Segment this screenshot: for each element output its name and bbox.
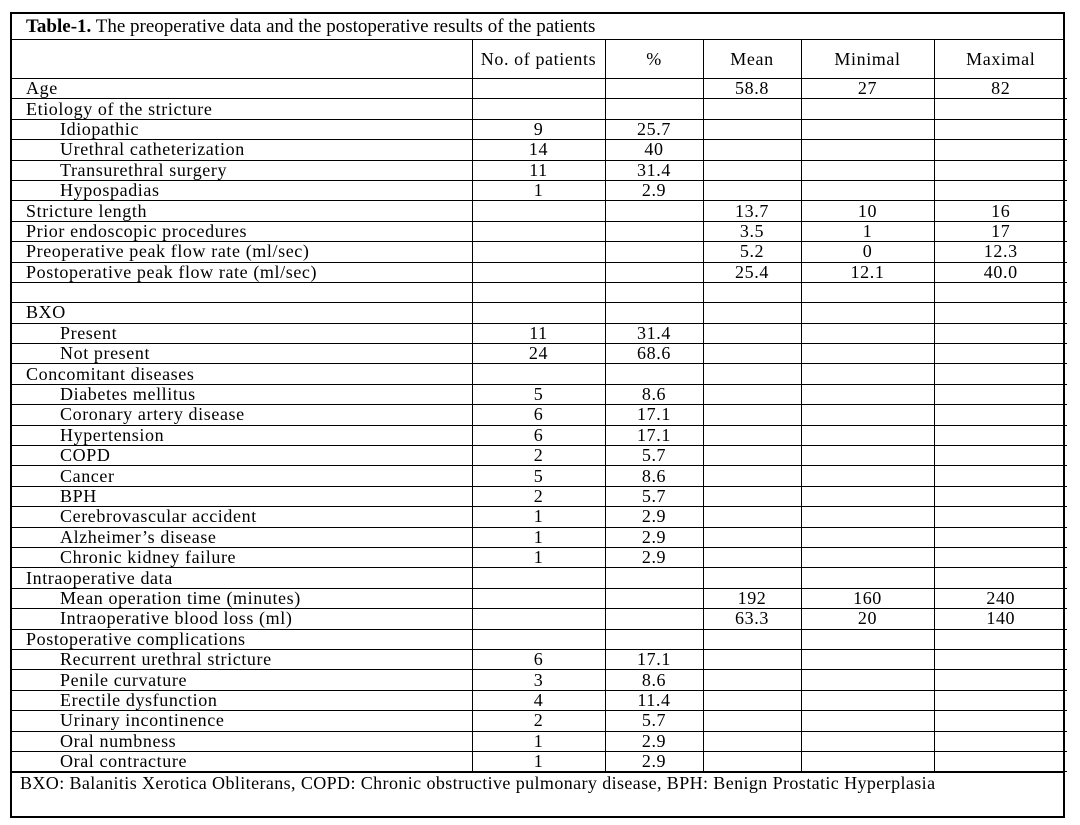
row-label: Preoperative peak flow rate (ml/sec) <box>12 242 472 262</box>
mean-cell <box>703 751 801 771</box>
maximal-cell: 12.3 <box>934 242 1067 262</box>
percent-cell: 2.9 <box>605 527 703 547</box>
patients-cell: 4 <box>472 690 605 710</box>
mean-cell <box>703 527 801 547</box>
mean-cell <box>703 344 801 364</box>
table-row <box>12 446 1067 466</box>
maximal-cell <box>934 629 1067 649</box>
minimal-cell <box>801 649 934 669</box>
patients-cell: 1 <box>472 547 605 567</box>
row-label: Not present <box>12 344 472 364</box>
header-minimal: Minimal <box>801 40 934 79</box>
percent-cell <box>605 262 703 282</box>
maximal-cell <box>934 140 1067 160</box>
minimal-cell <box>801 405 934 425</box>
minimal-cell <box>801 670 934 690</box>
header-mean: Mean <box>703 40 801 79</box>
minimal-cell <box>801 323 934 343</box>
patients-cell: 24 <box>472 344 605 364</box>
minimal-cell <box>801 384 934 404</box>
table-row <box>12 405 1067 425</box>
table-row <box>12 119 1067 139</box>
table-frame <box>10 12 1065 818</box>
mean-cell <box>703 364 801 384</box>
table-row <box>12 221 1067 241</box>
minimal-cell <box>801 140 934 160</box>
maximal-cell <box>934 486 1067 506</box>
percent-cell: 2.9 <box>605 731 703 751</box>
table-row <box>12 507 1067 527</box>
row-label: Penile curvature <box>12 670 472 690</box>
minimal-cell: 12.1 <box>801 262 934 282</box>
percent-cell: 8.6 <box>605 466 703 486</box>
row-label: Stricture length <box>12 201 472 221</box>
percent-cell: 68.6 <box>605 344 703 364</box>
maximal-cell <box>934 507 1067 527</box>
percent-cell <box>605 568 703 588</box>
mean-cell <box>703 384 801 404</box>
percent-cell <box>605 79 703 99</box>
row-label: Erectile dysfunction <box>12 690 472 710</box>
maximal-cell <box>934 446 1067 466</box>
patients-cell: 2 <box>472 446 605 466</box>
percent-cell: 11.4 <box>605 690 703 710</box>
percent-cell: 5.7 <box>605 446 703 466</box>
maximal-cell <box>934 160 1067 180</box>
row-label: Oral contracture <box>12 751 472 771</box>
row-label: Recurrent urethral stricture <box>12 649 472 669</box>
maximal-cell <box>934 180 1067 200</box>
patients-cell: 11 <box>472 323 605 343</box>
maximal-cell <box>934 405 1067 425</box>
patients-cell: 1 <box>472 527 605 547</box>
minimal-cell <box>801 568 934 588</box>
maximal-cell <box>934 547 1067 567</box>
patients-cell <box>472 303 605 323</box>
table-row <box>12 751 1067 771</box>
header-percent: % <box>605 40 703 79</box>
table-row <box>12 588 1067 608</box>
patients-cell: 5 <box>472 466 605 486</box>
minimal-cell: 0 <box>801 242 934 262</box>
percent-cell <box>605 242 703 262</box>
table-row <box>12 160 1067 180</box>
table-row <box>12 629 1067 649</box>
mean-cell <box>703 119 801 139</box>
patients-cell <box>472 588 605 608</box>
table-row <box>12 425 1067 445</box>
table-number: Table-1. <box>26 16 92 37</box>
percent-cell <box>605 221 703 241</box>
patients-cell <box>472 629 605 649</box>
row-label: Urethral catheterization <box>12 140 472 160</box>
maximal-cell <box>934 649 1067 669</box>
minimal-cell: 20 <box>801 609 934 629</box>
maximal-cell <box>934 303 1067 323</box>
patients-cell <box>472 221 605 241</box>
header-patients: No. of patients <box>472 40 605 79</box>
patient-data-table <box>12 40 1067 772</box>
row-label: Hypertension <box>12 425 472 445</box>
percent-cell: 5.7 <box>605 486 703 506</box>
table-row <box>12 303 1067 323</box>
patients-cell: 14 <box>472 140 605 160</box>
mean-cell <box>703 160 801 180</box>
maximal-cell <box>934 466 1067 486</box>
minimal-cell <box>801 180 934 200</box>
row-label: Hypospadias <box>12 180 472 200</box>
mean-cell <box>703 547 801 567</box>
table-row <box>12 711 1067 731</box>
patients-cell: 9 <box>472 119 605 139</box>
percent-cell: 8.6 <box>605 384 703 404</box>
table-row <box>12 486 1067 506</box>
mean-cell <box>703 486 801 506</box>
mean-cell: 63.3 <box>703 609 801 629</box>
row-label: Diabetes mellitus <box>12 384 472 404</box>
maximal-cell <box>934 751 1067 771</box>
table-row <box>12 140 1067 160</box>
percent-cell: 5.7 <box>605 711 703 731</box>
percent-cell: 2.9 <box>605 507 703 527</box>
mean-cell <box>703 99 801 119</box>
header-row <box>12 40 1067 79</box>
mean-cell <box>703 180 801 200</box>
percent-cell: 2.9 <box>605 180 703 200</box>
row-label: Oral numbness <box>12 731 472 751</box>
mean-cell: 25.4 <box>703 262 801 282</box>
maximal-cell: 16 <box>934 201 1067 221</box>
row-label: Concomitant diseases <box>12 364 472 384</box>
table-row <box>12 466 1067 486</box>
percent-cell <box>605 364 703 384</box>
maximal-cell <box>934 568 1067 588</box>
table-row <box>12 527 1067 547</box>
row-label: Chronic kidney failure <box>12 547 472 567</box>
maximal-cell <box>934 527 1067 547</box>
minimal-cell <box>801 711 934 731</box>
header-maximal: Maximal <box>934 40 1067 79</box>
percent-cell: 17.1 <box>605 405 703 425</box>
header-label <box>12 40 472 79</box>
table-row <box>12 344 1067 364</box>
percent-cell: 31.4 <box>605 160 703 180</box>
row-label: BXO <box>12 303 472 323</box>
patients-cell <box>472 364 605 384</box>
row-label: Idiopathic <box>12 119 472 139</box>
table-row <box>12 79 1067 99</box>
mean-cell <box>703 507 801 527</box>
patients-cell: 3 <box>472 670 605 690</box>
maximal-cell <box>934 282 1067 302</box>
mean-cell <box>703 690 801 710</box>
table-row <box>12 547 1067 567</box>
mean-cell <box>703 140 801 160</box>
patients-cell: 2 <box>472 711 605 731</box>
mean-cell <box>703 568 801 588</box>
maximal-cell <box>934 670 1067 690</box>
table-body <box>12 79 1067 772</box>
minimal-cell: 27 <box>801 79 934 99</box>
row-label: Transurethral surgery <box>12 160 472 180</box>
minimal-cell: 160 <box>801 588 934 608</box>
maximal-cell <box>934 690 1067 710</box>
mean-cell <box>703 303 801 323</box>
percent-cell <box>605 201 703 221</box>
percent-cell: 17.1 <box>605 425 703 445</box>
maximal-cell <box>934 119 1067 139</box>
minimal-cell <box>801 690 934 710</box>
mean-cell: 58.8 <box>703 79 801 99</box>
mean-cell: 5.2 <box>703 242 801 262</box>
row-label: Present <box>12 323 472 343</box>
patients-cell <box>472 262 605 282</box>
table-title: The preoperative data and the postoperative results of the patients <box>95 16 596 37</box>
maximal-cell <box>934 364 1067 384</box>
patients-cell: 6 <box>472 649 605 669</box>
minimal-cell <box>801 466 934 486</box>
percent-cell: 2.9 <box>605 547 703 567</box>
patients-cell <box>472 99 605 119</box>
minimal-cell <box>801 344 934 364</box>
minimal-cell <box>801 425 934 445</box>
table-row <box>12 690 1067 710</box>
minimal-cell <box>801 282 934 302</box>
maximal-cell <box>934 711 1067 731</box>
patients-cell: 1 <box>472 180 605 200</box>
row-label: Etiology of the stricture <box>12 99 472 119</box>
percent-cell <box>605 303 703 323</box>
minimal-cell <box>801 629 934 649</box>
table-row <box>12 364 1067 384</box>
patients-cell: 1 <box>472 751 605 771</box>
percent-cell: 25.7 <box>605 119 703 139</box>
table-row <box>12 670 1067 690</box>
percent-cell: 40 <box>605 140 703 160</box>
table-row <box>12 282 1067 302</box>
mean-cell <box>703 405 801 425</box>
mean-cell <box>703 711 801 731</box>
row-label: Postoperative peak flow rate (ml/sec) <box>12 262 472 282</box>
table-row <box>12 201 1067 221</box>
patients-cell <box>472 282 605 302</box>
mean-cell: 192 <box>703 588 801 608</box>
mean-cell <box>703 446 801 466</box>
patients-cell: 6 <box>472 405 605 425</box>
patients-cell: 5 <box>472 384 605 404</box>
table-row <box>12 731 1067 751</box>
percent-cell: 31.4 <box>605 323 703 343</box>
maximal-cell <box>934 384 1067 404</box>
minimal-cell <box>801 160 934 180</box>
table-row <box>12 384 1067 404</box>
maximal-cell: 40.0 <box>934 262 1067 282</box>
patients-cell: 11 <box>472 160 605 180</box>
patients-cell <box>472 242 605 262</box>
minimal-cell <box>801 527 934 547</box>
minimal-cell <box>801 486 934 506</box>
row-label: Intraoperative data <box>12 568 472 588</box>
percent-cell: 2.9 <box>605 751 703 771</box>
row-label: Mean operation time (minutes) <box>12 588 472 608</box>
maximal-cell: 82 <box>934 79 1067 99</box>
maximal-cell: 17 <box>934 221 1067 241</box>
maximal-cell <box>934 99 1067 119</box>
percent-cell: 8.6 <box>605 670 703 690</box>
patients-cell <box>472 79 605 99</box>
percent-cell <box>605 588 703 608</box>
mean-cell <box>703 466 801 486</box>
minimal-cell <box>801 507 934 527</box>
percent-cell: 17.1 <box>605 649 703 669</box>
table-row <box>12 568 1067 588</box>
row-label: Cerebrovascular accident <box>12 507 472 527</box>
minimal-cell <box>801 547 934 567</box>
mean-cell <box>703 629 801 649</box>
row-label: Alzheimer’s disease <box>12 527 472 547</box>
table-row <box>12 609 1067 629</box>
minimal-cell <box>801 364 934 384</box>
minimal-cell <box>801 119 934 139</box>
mean-cell: 3.5 <box>703 221 801 241</box>
percent-cell <box>605 629 703 649</box>
table-row <box>12 262 1067 282</box>
minimal-cell <box>801 731 934 751</box>
minimal-cell: 1 <box>801 221 934 241</box>
mean-cell: 13.7 <box>703 201 801 221</box>
table-row <box>12 242 1067 262</box>
mean-cell <box>703 323 801 343</box>
row-label: Coronary artery disease <box>12 405 472 425</box>
table-row <box>12 649 1067 669</box>
minimal-cell <box>801 99 934 119</box>
row-label: Postoperative complications <box>12 629 472 649</box>
maximal-cell: 140 <box>934 609 1067 629</box>
mean-cell <box>703 670 801 690</box>
patients-cell: 2 <box>472 486 605 506</box>
patients-cell: 1 <box>472 507 605 527</box>
row-label: COPD <box>12 446 472 466</box>
mean-cell <box>703 425 801 445</box>
table-footnote: BXO: Balanitis Xerotica Obliterans, COPD: Chronic obstructive pulmonary disease, BPH: Benign Prostatic Hyperplasia <box>12 772 1063 817</box>
mean-cell <box>703 282 801 302</box>
maximal-cell <box>934 731 1067 751</box>
row-label: BPH <box>12 486 472 506</box>
percent-cell <box>605 99 703 119</box>
maximal-cell <box>934 323 1067 343</box>
patients-cell <box>472 201 605 221</box>
table-caption <box>12 14 1063 40</box>
row-label: Age <box>12 79 472 99</box>
minimal-cell: 10 <box>801 201 934 221</box>
table-row <box>12 180 1067 200</box>
mean-cell <box>703 649 801 669</box>
maximal-cell: 240 <box>934 588 1067 608</box>
row-label <box>12 282 472 302</box>
row-label: Urinary incontinence <box>12 711 472 731</box>
patients-cell <box>472 609 605 629</box>
table-row <box>12 323 1067 343</box>
maximal-cell <box>934 425 1067 445</box>
patients-cell <box>472 568 605 588</box>
row-label: Prior endoscopic procedures <box>12 221 472 241</box>
patients-cell: 1 <box>472 731 605 751</box>
mean-cell <box>703 731 801 751</box>
minimal-cell <box>801 446 934 466</box>
maximal-cell <box>934 344 1067 364</box>
percent-cell <box>605 282 703 302</box>
row-label: Intraoperative blood loss (ml) <box>12 609 472 629</box>
percent-cell <box>605 609 703 629</box>
patients-cell: 6 <box>472 425 605 445</box>
row-label: Cancer <box>12 466 472 486</box>
table-row <box>12 99 1067 119</box>
minimal-cell <box>801 751 934 771</box>
minimal-cell <box>801 303 934 323</box>
